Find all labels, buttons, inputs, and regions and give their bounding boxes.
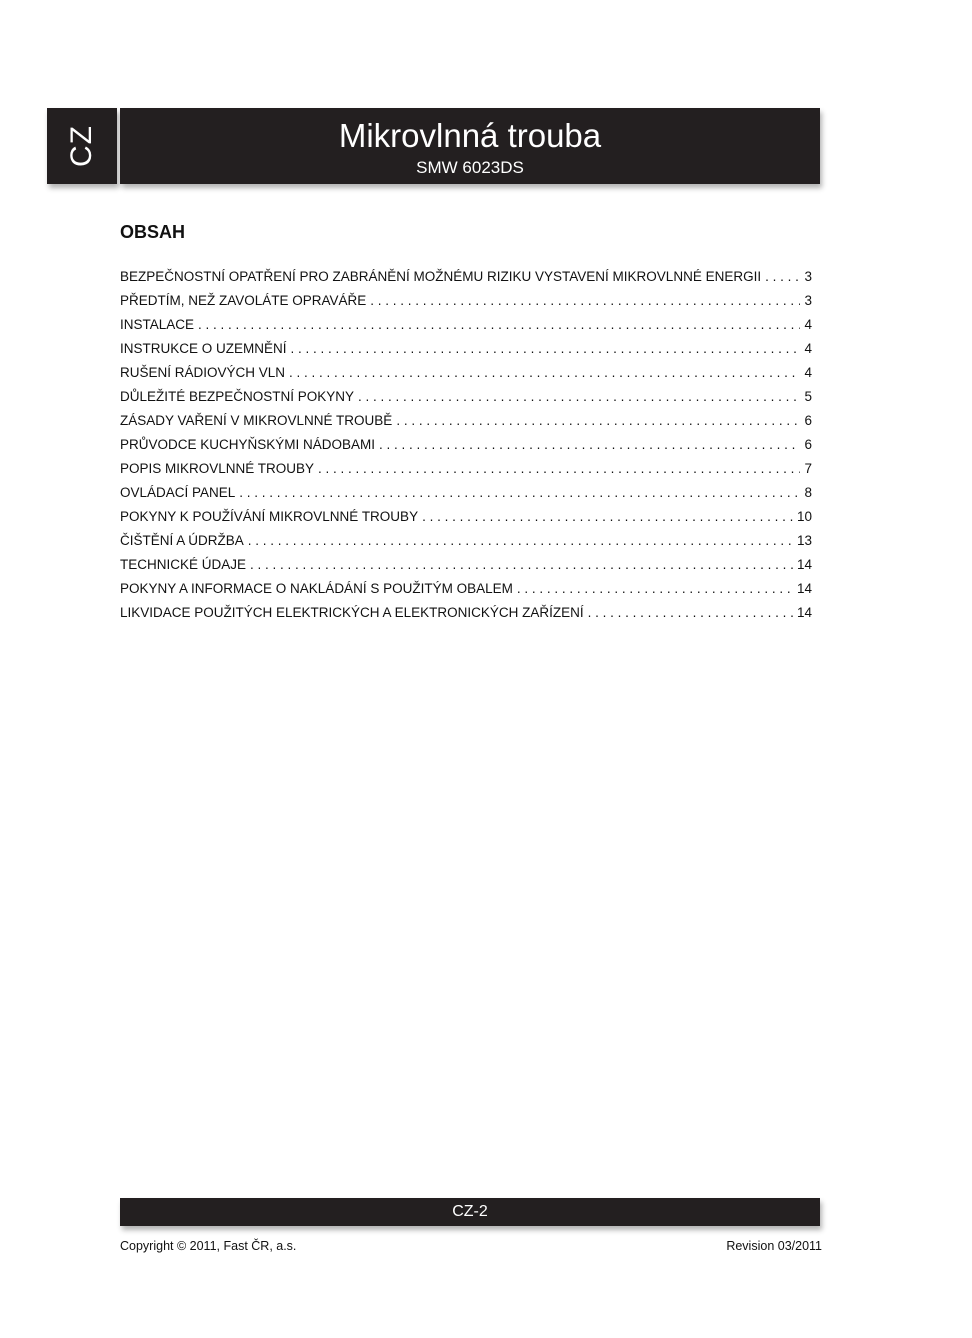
toc-dot-leader	[517, 577, 793, 601]
toc-dot-leader	[422, 505, 793, 529]
toc-entry-title: POKYNY K POUŽÍVÁNÍ MIKROVLNNÉ TROUBY	[120, 509, 419, 524]
toc-entry-page: 3	[804, 269, 812, 284]
toc-dot-leader	[358, 385, 800, 409]
toc-entry-page: 5	[804, 389, 812, 404]
toc-dot-leader	[250, 553, 793, 577]
toc-entry-page: 10	[796, 509, 812, 524]
document-title: Mikrovlnná trouba	[338, 117, 602, 154]
toc-dot-leader	[239, 481, 800, 505]
toc-entry	[120, 529, 812, 553]
toc-entry	[120, 457, 812, 481]
toc-entry	[120, 433, 812, 457]
toc-entry	[120, 313, 812, 337]
toc-entry-page: 4	[804, 341, 812, 356]
toc-dot-leader	[588, 601, 793, 625]
toc-entry-title: INSTALACE	[120, 317, 195, 332]
toc-entry	[120, 601, 812, 625]
language-tab	[47, 108, 117, 184]
model-number: SMW 6023DS	[416, 158, 524, 177]
language-code: CZ	[65, 125, 98, 167]
toc-entry	[120, 505, 812, 529]
revision-label: Revision 03/2011	[726, 1239, 822, 1253]
toc-entry-title: ZÁSADY VAŘENÍ V MIKROVLNNÉ TROUBĚ	[120, 413, 393, 428]
toc-entry-page: 3	[804, 293, 812, 308]
toc-entry-page: 6	[804, 437, 812, 452]
toc-entry	[120, 337, 812, 361]
contents-list	[120, 265, 812, 625]
toc-entry-title: TECHNICKÉ ÚDAJE	[120, 557, 247, 572]
toc-entry-title: BEZPEČNOSTNÍ OPATŘENÍ PRO ZABRÁNĚNÍ MOŽNÉMU RIZIKU VYSTAVENÍ MIKROVLNNÉ ENERGII	[120, 269, 762, 284]
toc-entry-title: DŮLEŽITÉ BEZPEČNOSTNÍ POKYNY	[120, 389, 355, 404]
page-number-bar	[120, 1198, 820, 1226]
toc-entry	[120, 289, 812, 313]
toc-entry-title: POPIS MIKROVLNNÉ TROUBY	[120, 461, 315, 476]
toc-entry	[120, 409, 812, 433]
toc-dot-leader	[291, 337, 801, 361]
toc-entry	[120, 481, 812, 505]
toc-dot-leader	[318, 457, 800, 481]
toc-entry-title: INSTRUKCE O UZEMNĚNÍ	[120, 341, 287, 356]
toc-entry-page: 7	[804, 461, 812, 476]
toc-entry-title: POKYNY A INFORMACE O NAKLÁDÁNÍ S POUŽITÝM OBALEM	[120, 581, 513, 596]
toc-entry	[120, 385, 812, 409]
toc-dot-leader	[248, 529, 793, 553]
toc-dot-leader	[396, 409, 800, 433]
toc-entry-title: PŘEDTÍM, NEŽ ZAVOLÁTE OPRAVÁŘE	[120, 293, 367, 308]
page-number: CZ-2	[452, 1203, 488, 1220]
toc-entry-page: 14	[796, 557, 812, 572]
toc-entry	[120, 553, 812, 577]
toc-dot-leader	[370, 289, 800, 313]
toc-entry-title: RUŠENÍ RÁDIOVÝCH VLN	[120, 365, 286, 380]
toc-entry	[120, 361, 812, 385]
toc-dot-leader	[379, 433, 800, 457]
toc-entry-title: PRŮVODCE KUCHYŇSKÝMI NÁDOBAMI	[120, 437, 376, 452]
toc-entry	[120, 265, 812, 289]
toc-entry-page: 8	[804, 485, 812, 500]
toc-dot-leader	[198, 313, 800, 337]
toc-entry	[120, 577, 812, 601]
title-bar	[120, 108, 820, 184]
copyright-notice: Copyright © 2011, Fast ČR, a.s.	[120, 1239, 297, 1253]
toc-entry-title: OVLÁDACÍ PANEL	[120, 485, 236, 500]
toc-entry-page: 6	[804, 413, 812, 428]
toc-entry-page: 4	[804, 317, 812, 332]
toc-entry-title: LIKVIDACE POUŽITÝCH ELEKTRICKÝCH A ELEKTRONICKÝCH ZAŘÍZENÍ	[120, 605, 584, 620]
toc-entry-title: ČIŠTĚNÍ A ÚDRŽBA	[120, 533, 244, 548]
toc-entry-page: 14	[796, 581, 812, 596]
toc-dot-leader	[289, 361, 800, 385]
toc-entry-page: 13	[796, 533, 812, 548]
toc-entry-page: 4	[804, 365, 812, 380]
toc-dot-leader	[765, 265, 800, 289]
toc-entry-page: 14	[796, 605, 812, 620]
contents-heading: OBSAH	[120, 222, 186, 242]
